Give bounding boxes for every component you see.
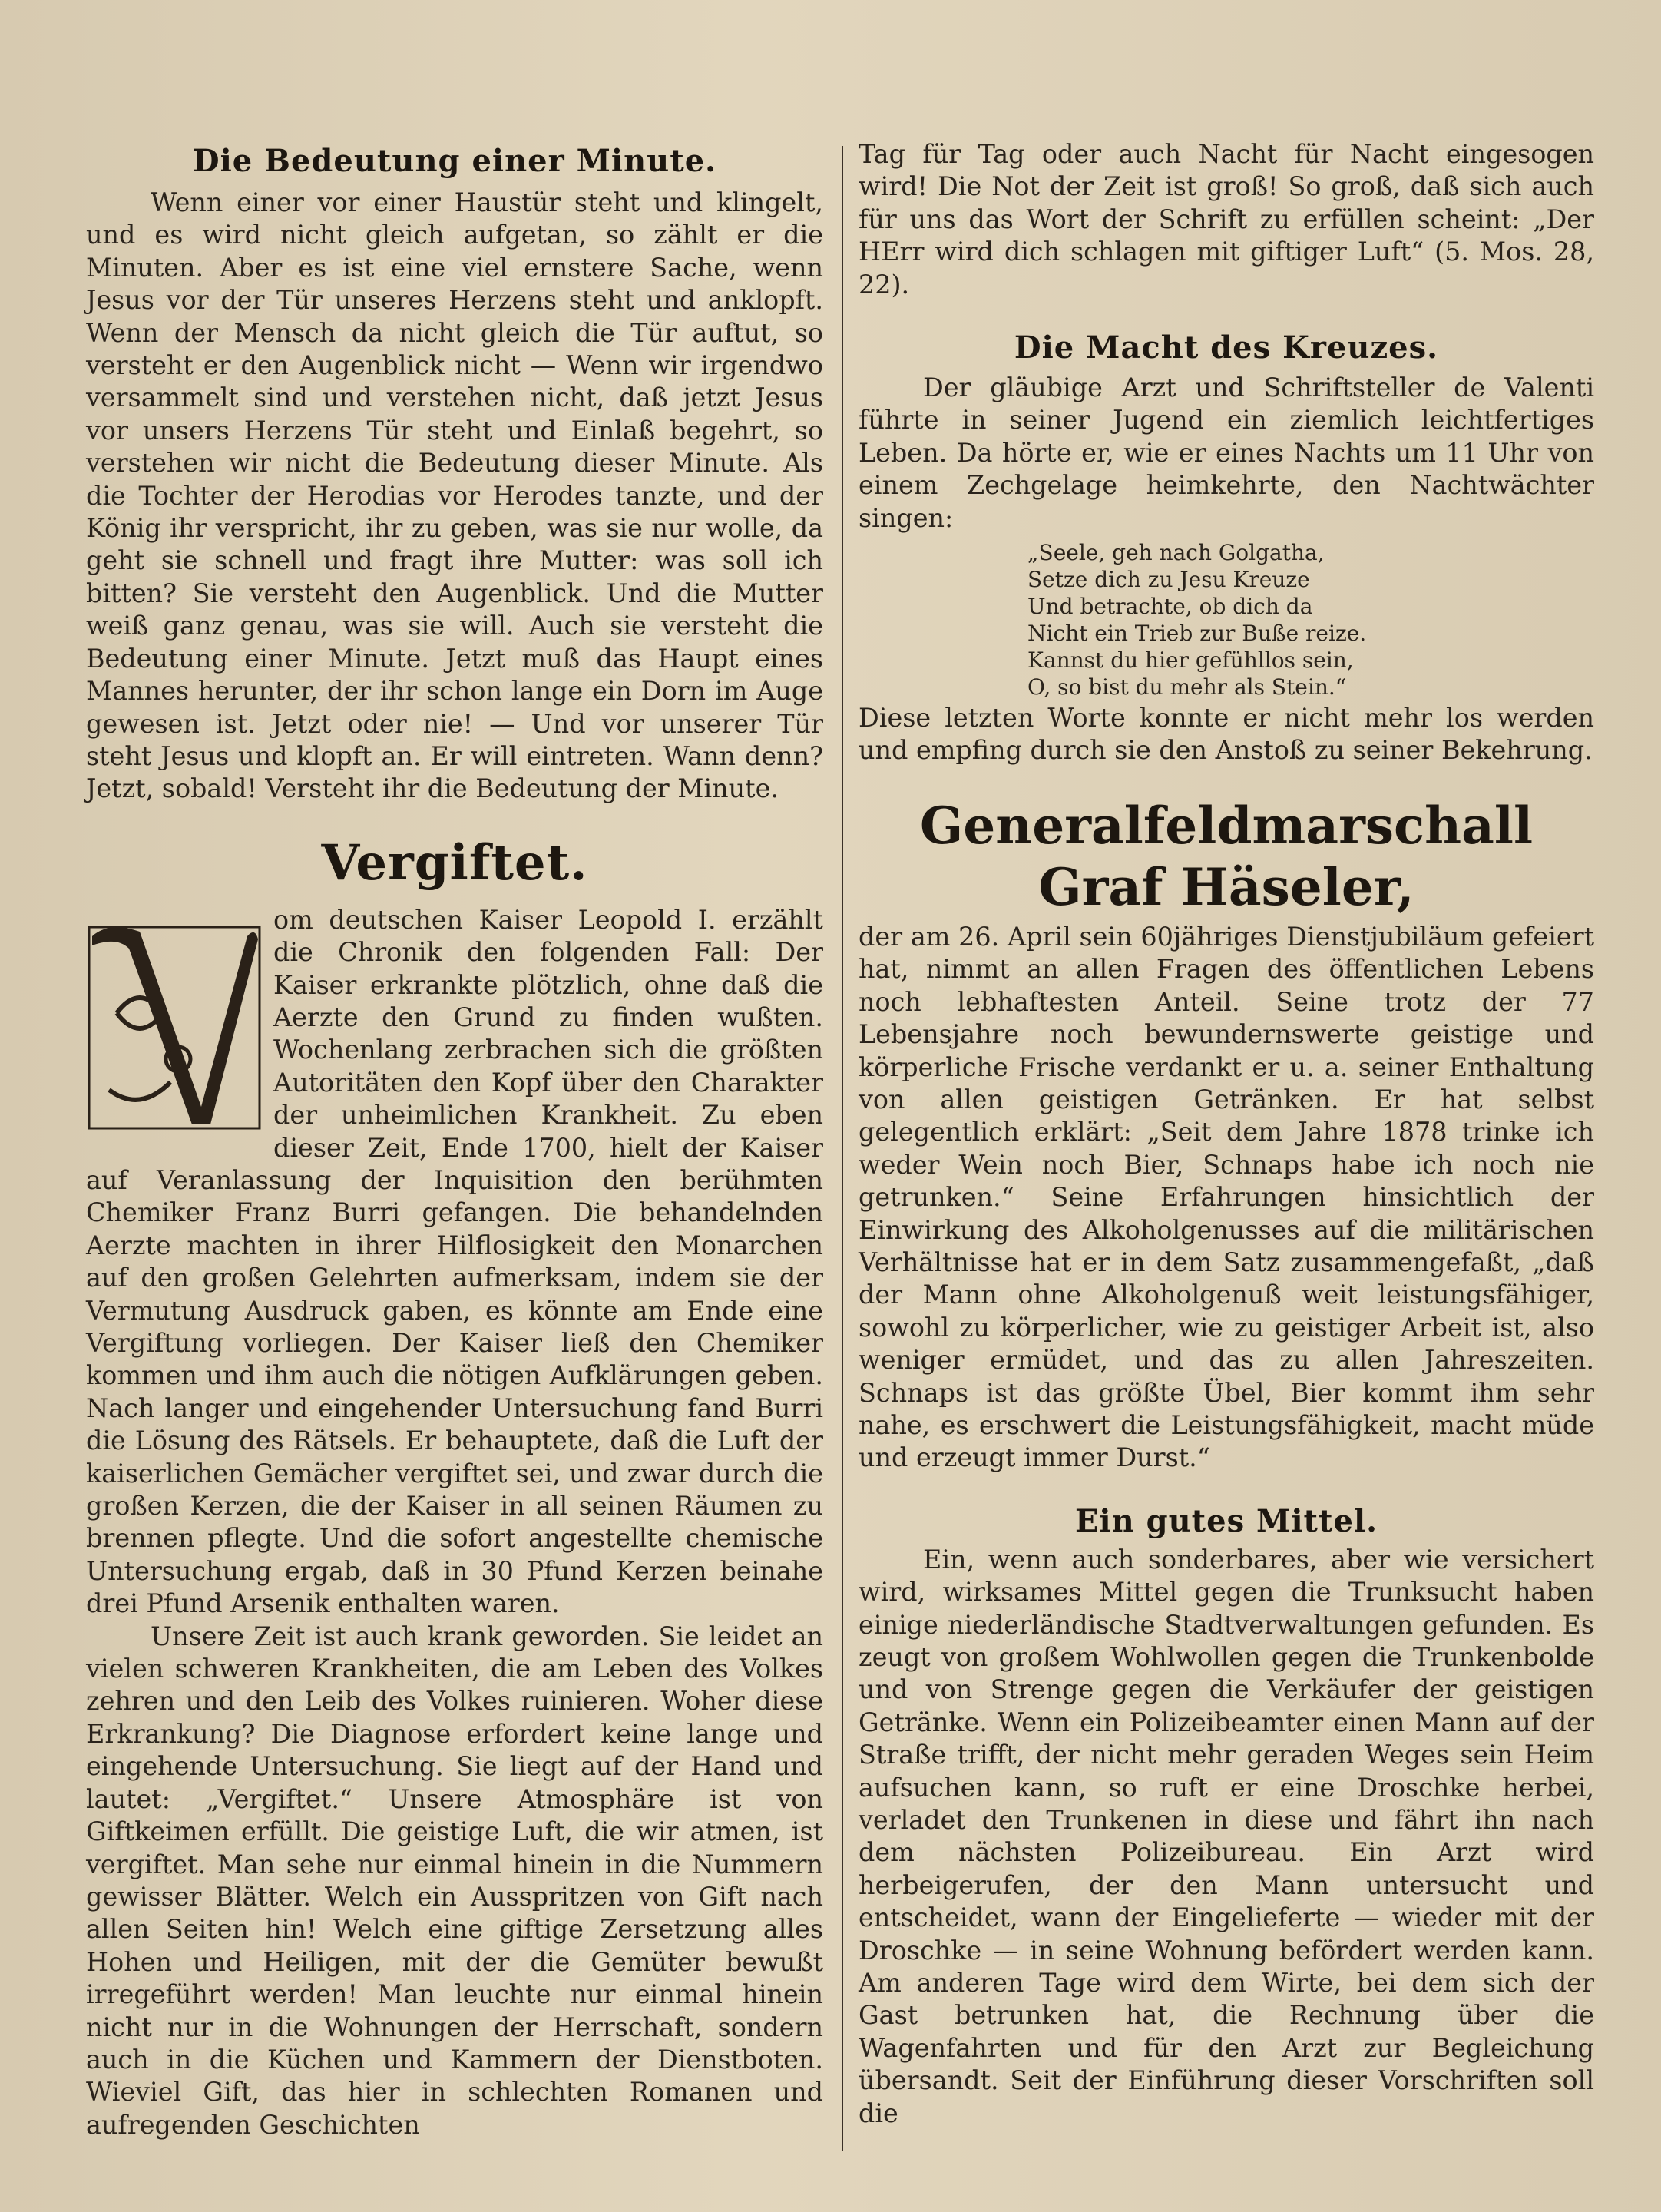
article-title-haeseler: Generalfeldmarschall Graf Häseler,	[919, 795, 1534, 917]
article-paragraph-continued: Tag für Tag oder auch Nacht für Nacht eingesogen wird! Die Not der Zeit ist groß! So groß, daß sich auch für uns das Wort der Schrift zu erfüllen scheint: „Der HErr wird dich schlagen mit giftiger Luft“ (5. Mos. 28, 22).	[859, 139, 1594, 300]
poem-line: Nicht ein Trieb zur Buße reize.	[1027, 621, 1367, 647]
poem-line: O, so bist du mehr als Stein.“	[1027, 674, 1347, 700]
article-paragraph: Ein, wenn auch sonderbares, aber wie versichert wird, wirksames Mittel gegen die Trunksucht haben einige niederländische Stadtverwaltungen gefunden. Es zeugt von großem Wohlwollen gegen die Trunkenbolde und von Strenge gegen die Verkäufer der geistigen Getränke. Wenn ein Polizeibeamter einen Mann auf der Straße trifft, der nicht mehr geraden Weges sein Heim aufsuchen kann, so ruft er eine Droschke herbei, verladet den Trunkenen in diese und fährt ihn nach dem nächsten Polizeibureau. Ein Arzt wird herbeigerufen, der den Mann untersucht und entscheidet, wann der Eingelieferte — wieder mit der Droschke — in seine Wohnung befördert werden kann. Am anderen Tage wird dem Wirte, bei dem sich der Gast betrunken hat, die Rechnung über die Wagenfahrten und für den Arzt zur Begleichung übersandt. Seit der Einführung dieser Vorschriften soll die	[859, 1544, 1594, 2128]
article-paragraph: Unsere Zeit ist auch krank geworden. Sie leidet an vielen schweren Krankheiten, die am Leben des Volkes zehren und den Leib des Volkes ruinieren. Woher diese Erkrankung? Die Diagnose erfordert keine lange und eingehende Untersuchung. Sie liegt auf der Hand und lautet: „Vergiftet.“ Unsere Atmosphäre ist von Giftkeimen erfüllt. Die geistige Luft, die wir atmen, ist vergiftet. Man sehe nur einmal hinein in die Nummern gewisser Blätter. Welch ein Ausspritzen von Gift nach allen Seiten hin! Welch eine giftige Zersetzung alles Hohen und Heiligen, mit der die Gemüter bewußt irregeführt werden! Man leuchte nur einmal hinein nicht nur in die Wohnungen der Herrschaft, sondern auch in die Küchen und Kammern der Dienstboten. Wieviel Gift, das hier in schlechten Romanen und aufregenden Geschichten	[86, 1621, 823, 2140]
poem-line: Und betrachte, ob dich da	[1027, 594, 1313, 620]
decorative-initial-v	[86, 906, 263, 1136]
article-title-kreuz: Die Macht des Kreuzes.	[1014, 329, 1439, 366]
poem-block	[1027, 539, 1594, 700]
article-title-vergiftet: Vergiftet.	[321, 833, 588, 892]
poem-line: „Seele, geh nach Golgatha,	[1027, 540, 1325, 566]
right-column	[859, 138, 1594, 2130]
initial-ornament-icon	[86, 906, 263, 1136]
article-paragraph: Diese letzten Worte konnte er nicht mehr los werden und empfing durch sie den Anstoß zu seiner Bekehrung.	[859, 703, 1594, 766]
column-divider	[842, 146, 843, 2151]
article-paragraph: der am 26. April sein 60jähriges Dienstjubiläum gefeiert hat, nimmt an allen Fragen des öffentlichen Lebens noch lebhaftesten Anteil. Seine trotz der 77 Lebensjahre noch bewundernswerte geistige und körperliche Frische verdankt er u. a. seiner Enthaltung von allen geistigen Getränken. Er hat selbst gelegentlich erklärt: „Seit dem Jahre 1878 trinke ich weder Wein noch Bier, Schnaps habe ich noch nie getrunken.“ Seine Erfahrungen hinsichtlich der Einwirkung des Alkoholgenusses auf die militärischen Verhältnisse hat er in dem Satz zusammengefaßt, „daß der Mann ohne Alkoholgenuß weit leistungsfähiger, sowohl zu körperlicher, wie zu geistiger Arbeit ist, also weniger ermüdet, und das zu allen Jahreszeiten. Schnaps ist das größte Übel, Bier kommt ihm sehr nahe, es erschwert die Leistungsfähigkeit, macht müde und erzeugt immer Durst.“	[859, 921, 1594, 1473]
article-paragraph: om deutschen Kaiser Leopold I. erzählt die Chronik den folgenden Fall: Der Kaiser erkrankte plötzlich, ohne daß die Aerzte den Grund zu finden wußten. Wochenlang zerbrachen sich die größten Autoritäten den Kopf über den Charakter der unheimlichen Krankheit. Zu eben dieser Zeit, Ende 1700, hielt der Kaiser auf Veranlassung der Inquisition den berühmten Chemiker Franz Burri gefangen. Die behandelnden Aerzte machten in ihrer Hilflosigkeit den Monarchen auf den großen Gelehrten aufmerksam, indem sie der Vermutung Ausdruck gaben, es könnte am Ende eine Vergiftung vorliegen. Der Kaiser ließ den Chemiker kommen und ihm auch die nötigen Aufklärungen geben. Nach langer und eingehender Untersuchung fand Burri die Lösung des Rätsels. Er behauptete, daß die Luft der kaiserlichen Gemächer vergiftet sei, und zwar durch die großen Kerzen, die der Kaiser in all seinen Räumen zu brennen pflegte. Und die sofort angestellte chemische Untersuchung ergab, daß in 30 Pfund Kerzen beinahe drei Pfund Arsenik enthalten waren.	[86, 904, 823, 1619]
poem-line: Setze dich zu Jesu Kreuze	[1027, 567, 1310, 593]
poem-line: Kannst du hier gefühllos sein,	[1027, 647, 1354, 674]
article-paragraph: Wenn einer vor einer Haustür steht und klingelt, und es wird nicht gleich aufgetan, so zählt er die Minuten. Aber es ist eine viel ernstere Sache, wenn Jesus vor der Tür unseres Herzens steht und anklopft. Wenn der Mensch da nicht gleich die Tür auftut, so versteht er den Augenblick nicht — Wenn wir irgendwo versammelt sind und verstehen nicht, daß jetzt Jesus vor unsers Herzens Tür steht und Einlaß begehrt, so verstehen wir nicht die Bedeutung dieser Minute. Als die Tochter der Herodias vor Herodes tanzte, und der König ihr verspricht, ihr zu geben, was sie nur wolle, da geht sie schnell und fragt ihre Mutter: was soll ich bitten? Sie versteht den Augenblick. Und die Mutter weiß ganz genau, was sie will. Auch sie versteht die Bedeutung einer Minute. Jetzt muß das Haupt eines Mannes herunter, der ihr schon lange ein Dorn im Auge gewesen ist. Jetzt oder nie! — Und vor unserer Tür steht Jesus und klopft an. Er will eintreten. Wann denn? Jetzt, sobald! Versteht ihr die Bedeutung der Minute.	[86, 187, 823, 804]
article-paragraph: Der gläubige Arzt und Schriftsteller de Valenti führte in seiner Jugend ein ziemlich leichtfertiges Leben. Da hörte er, wie er eines Nachts um 11 Uhr von einem Zechgelage heimkehrte, den Nachtwächter singen:	[859, 373, 1594, 533]
left-column	[86, 142, 823, 2141]
article-title-mittel: Ein gutes Mittel.	[1074, 1502, 1378, 1539]
article-title-minute: Die Bedeutung einer Minute.	[192, 143, 717, 179]
